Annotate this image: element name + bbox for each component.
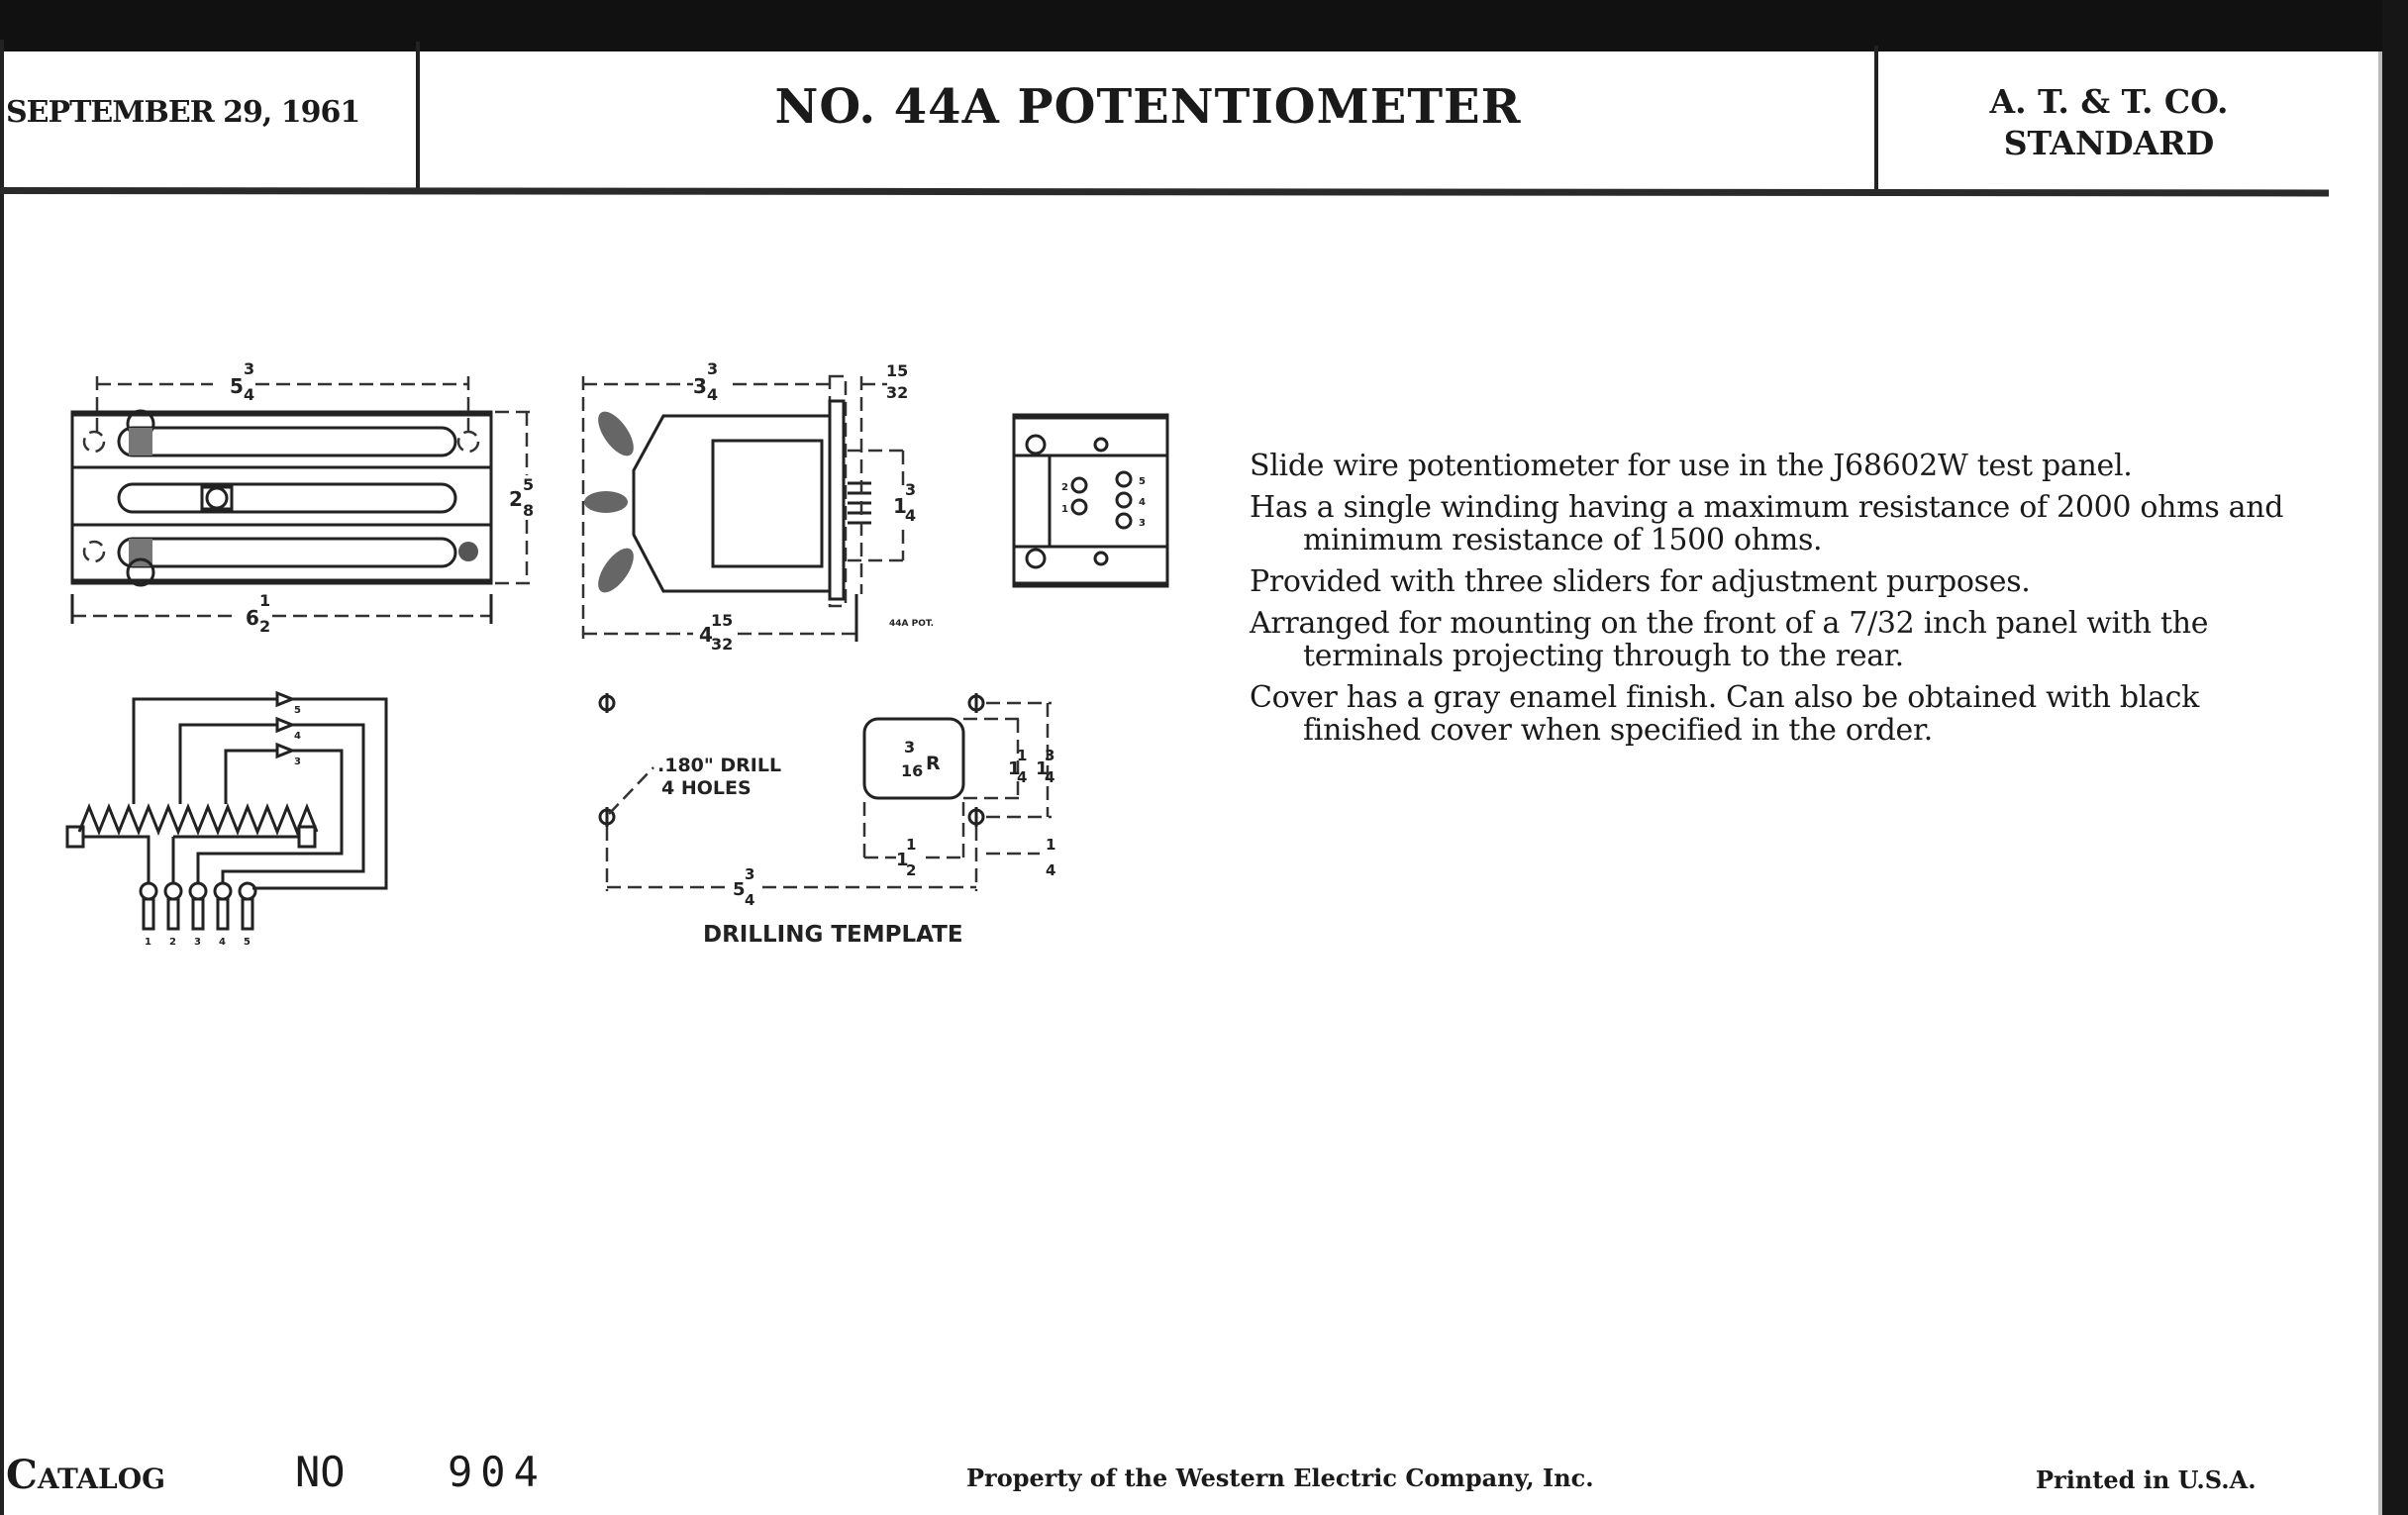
rear-view-drawing — [1014, 415, 1167, 586]
catalog-number: 904 — [448, 1448, 547, 1496]
terminal-label: 4 — [1139, 497, 1146, 508]
dim-num: 15 — [886, 361, 909, 380]
dim-den: 4 — [707, 385, 719, 404]
dim-num: 3 — [905, 480, 917, 499]
front-view-drawing — [72, 359, 535, 636]
dim-den: 32 — [711, 635, 734, 654]
terminal-label: 2 — [1061, 482, 1068, 493]
slider-label: 4 — [294, 731, 301, 742]
issue-date: SEPTEMBER 29, 1961 — [6, 95, 360, 130]
drill-note: .180" DRILL — [657, 755, 782, 776]
dim-den: 4 — [745, 891, 755, 909]
dim-num: 15 — [711, 611, 734, 630]
dim-den: 4 — [244, 385, 255, 404]
dim-whole: 6 — [246, 606, 259, 630]
dim-den: 8 — [523, 501, 535, 520]
dim-whole: 3 — [693, 374, 707, 398]
dim-whole: 1 — [893, 494, 907, 518]
dim-whole: 4 — [699, 623, 713, 647]
dim-num: 3 — [707, 359, 719, 378]
terminal-label: 3 — [194, 937, 201, 948]
dim-num: 5 — [523, 475, 535, 494]
dim-num: 3 — [904, 738, 916, 757]
drilling-template-title: DRILLING TEMPLATE — [703, 922, 963, 948]
dim-whole: 5 — [733, 879, 746, 900]
page-title: NO. 44A POTENTIOMETER — [774, 79, 1522, 135]
dim-whole: 5 — [230, 374, 244, 398]
dim-den: 2 — [259, 617, 271, 636]
dim-num: 3 — [745, 865, 755, 883]
terminal-label: 1 — [145, 937, 151, 948]
dim-den: 4 — [1046, 861, 1056, 879]
description-paragraph: Slide wire potentiometer for use in the J68602W test panel. — [1250, 449, 2133, 483]
radius-suffix: R — [926, 753, 941, 774]
drill-note: 4 HOLES — [661, 777, 752, 799]
dim-num: 1 — [259, 591, 271, 610]
description-paragraph: Has a single winding having a maximum resistance of 2000 ohms and minimum resistance of 1500 ohms. — [1250, 490, 2284, 557]
drawing-note: 44A POT. — [889, 619, 935, 629]
printed-notice: Printed in U.S.A. — [2036, 1465, 2257, 1494]
terminal-label: 5 — [1139, 476, 1146, 487]
slider-label: 5 — [294, 705, 301, 716]
wiring-schematic — [67, 693, 386, 948]
dim-num: 1 — [1017, 747, 1028, 764]
dim-den: 32 — [886, 383, 909, 402]
standard-line-2: STANDARD — [2003, 124, 2215, 162]
side-view-drawing — [583, 359, 934, 654]
slider-label: 3 — [294, 757, 301, 767]
terminal-label: 5 — [244, 937, 251, 948]
description-paragraph: Provided with three sliders for adjustment purposes. — [1250, 564, 2031, 599]
dim-den: 4 — [1017, 768, 1028, 786]
dim-whole: 1 — [1036, 758, 1049, 779]
dim-num: 3 — [1045, 747, 1055, 764]
dim-num: 1 — [1046, 836, 1056, 854]
dim-num: 3 — [244, 359, 255, 378]
standard-line-1: A. T. & T. CO. — [1989, 82, 2229, 121]
dim-den: 16 — [901, 761, 924, 780]
terminal-label: 3 — [1139, 518, 1146, 529]
terminal-label: 4 — [219, 937, 226, 948]
terminal-label: 2 — [169, 937, 176, 948]
catalog-no-label: NO — [295, 1448, 346, 1496]
dim-whole: 1 — [1008, 758, 1021, 779]
drilling-template — [600, 693, 1055, 948]
catalog-label: Catalog — [6, 1452, 166, 1498]
terminal-label: 1 — [1061, 504, 1068, 515]
dim-num: 1 — [906, 836, 917, 854]
dim-den: 4 — [905, 506, 917, 525]
dim-whole: 1 — [896, 850, 909, 870]
description-paragraph: Arranged for mounting on the front of a 7/32 inch panel with the terminals projecting through to the rear. — [1250, 606, 2209, 673]
dim-den: 2 — [906, 861, 917, 879]
dim-whole: 2 — [509, 487, 523, 511]
dim-den: 4 — [1045, 768, 1055, 786]
property-notice: Property of the Western Electric Company, Inc. — [966, 1464, 1594, 1492]
description-paragraph: Cover has a gray enamel finish. Can also be obtained with black finished cover when specified in the order. — [1250, 680, 2200, 748]
